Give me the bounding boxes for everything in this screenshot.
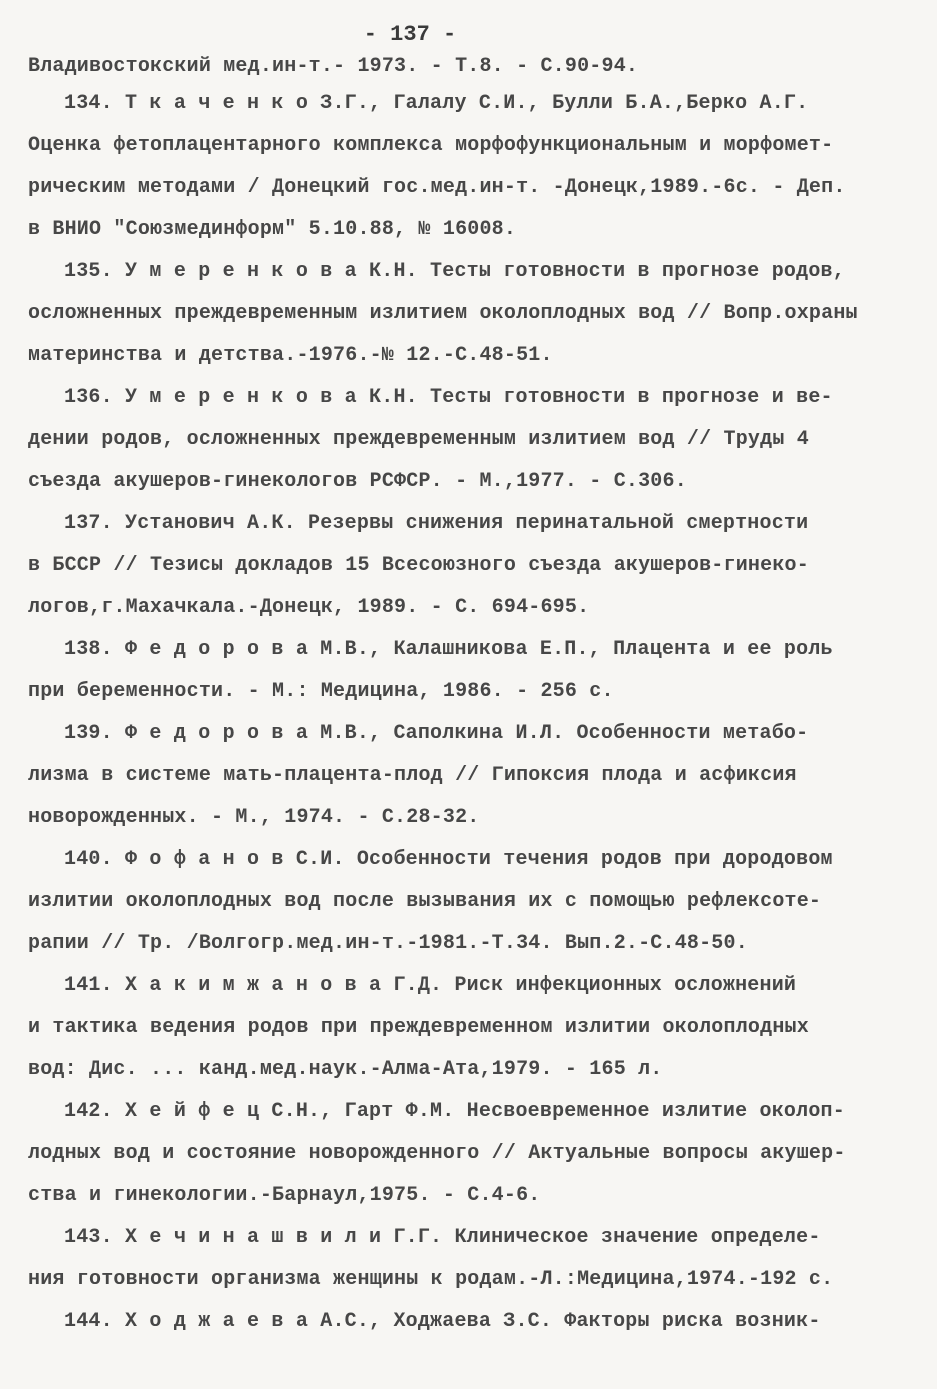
text-line: лизма в системе мать-плацента-плод // Гипоксия плода и асфиксия — [28, 764, 797, 787]
entry-141-line: 141. Х а к и м ж а н о в а Г.Д. Риск инфекционных осложнений — [64, 974, 797, 997]
page-number: - 137 - — [363, 22, 457, 47]
text-line: материнства и детства.-1976.-№ 12.-С.48-51. — [28, 344, 553, 367]
text-line: новорожденных. - М., 1974. - С.28-32. — [28, 806, 480, 829]
entry-135-line: 135. У м е р е н к о в а К.Н. Тесты готовности в прогнозе родов, — [64, 260, 845, 283]
entry-142-line: 142. Х е й ф е ц С.Н., Гарт Ф.М. Несвоевременное излитие околоп- — [64, 1100, 845, 1123]
entry-136-line: 136. У м е р е н к о в а К.Н. Тесты готовности в прогнозе и ве- — [64, 386, 833, 409]
text-line: логов,г.Махачкала.-Донецк, 1989. - С. 694-695. — [28, 596, 590, 619]
text-line: рическим методами / Донецкий гос.мед.ин-т. -Донецк,1989.-6с. - Деп. — [28, 176, 846, 199]
text-line: Оценка фетоплацентарного комплекса морфофункциональным и морфомет- — [28, 134, 834, 157]
text-line: дении родов, осложненных преждевременным излитием вод // Труды 4 — [28, 428, 809, 451]
entry-144-line: 144. Х о д ж а е в а А.С., Ходжаева З.С. Факторы риска возник- — [64, 1310, 821, 1333]
text-line: ства и гинекологии.-Барнаул,1975. - С.4-6. — [28, 1184, 541, 1207]
text-line: осложненных преждевременным излитием околоплодных вод // Вопр.охраны — [28, 302, 858, 325]
text-line: в БССР // Тезисы докладов 15 Всесоюзного съезда акушеров-гинеко- — [28, 554, 809, 577]
entry-140-line: 140. Ф о ф а н о в С.И. Особенности течения родов при дородовом — [64, 848, 833, 871]
text-line: вод: Дис. ... канд.мед.наук.-Алма-Ата,1979. - 165 л. — [28, 1058, 663, 1081]
text-line: Владивостокский мед.ин-т.- 1973. - Т.8. - С.90-94. — [28, 55, 639, 78]
entry-134-line: 134. Т к а ч е н к о З.Г., Галалу С.И., Булли Б.А.,Берко А.Г. — [64, 92, 809, 115]
entry-138-line: 138. Ф е д о р о в а М.В., Калашникова Е.П., Плацента и ее роль — [64, 638, 833, 661]
entry-139-line: 139. Ф е д о р о в а М.В., Саполкина И.Л. Особенности метабо- — [64, 722, 809, 745]
text-line: рапии // Тр. /Волгогр.мед.ин-т.-1981.-Т.34. Вып.2.-С.48-50. — [28, 932, 748, 955]
entry-137-line: 137. Установич А.К. Резервы снижения перинатальной смертности — [64, 512, 809, 535]
text-line: ния готовности организма женщины к родам.-Л.:Медицина,1974.-192 с. — [28, 1268, 834, 1291]
text-line: съезда акушеров-гинекологов РСФСР. - М.,1977. - С.306. — [28, 470, 687, 493]
entry-143-line: 143. Х е ч и н а ш в и л и Г.Г. Клиническое значение определе- — [64, 1226, 821, 1249]
text-line: и тактика ведения родов при преждевременном излитии околоплодных — [28, 1016, 809, 1039]
text-line: при беременности. - М.: Медицина, 1986. - 256 с. — [28, 680, 614, 703]
text-line: в ВНИО "Союзмединформ" 5.10.88, № 16008. — [28, 218, 517, 241]
text-line: лодных вод и состояние новорожденного // Актуальные вопросы акушер- — [28, 1142, 846, 1165]
text-line: излитии околоплодных вод после вызывания их с помощью рефлексоте- — [28, 890, 822, 913]
